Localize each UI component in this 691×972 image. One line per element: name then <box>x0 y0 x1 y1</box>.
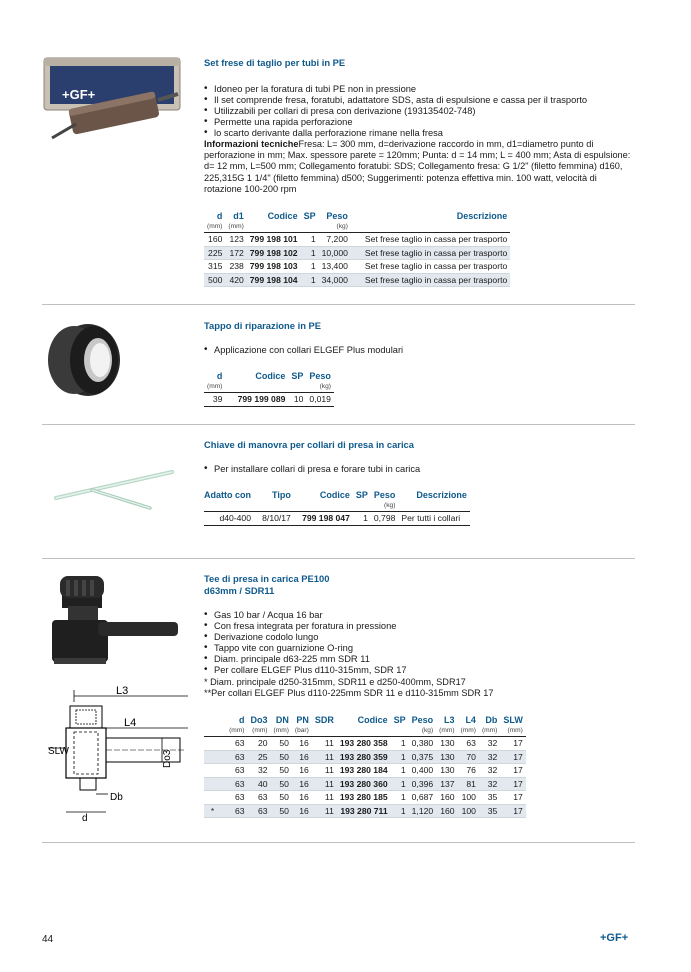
table-row <box>204 750 526 764</box>
col-header: Codice <box>319 490 350 500</box>
section-title-operating-key: Chiave di manovra per collari di presa in carica <box>204 439 414 450</box>
unit-label: (bar) <box>292 726 312 737</box>
unit-label: (mm) <box>500 726 526 737</box>
feature-list-cutter-set <box>204 84 587 139</box>
cell: 1 <box>301 233 319 247</box>
unit-label <box>391 726 409 737</box>
list-item: • Con fresa integrata per foratura in pressione <box>204 621 407 632</box>
cell: 32 <box>479 777 500 791</box>
unit-label <box>337 726 391 737</box>
technical-info-text: Fresa: L= 300 mm, d=derivazione raccordo in mm, d1=diametro punto di perforazione in mm; Max. spessore parete = 120mm; Punta: d = 14 mm; L = 400 mm; Asta di espulsione: d= 12 mm, L=500 mm; Collegamento foratubi: SDS; Collegamento fresa: G 1/2" (filetto femmina) d160, 225,315G 1 1/4" (filetto femmina) d500; Suggerimenti: potenza effettiva min. 100 watt, velocità di rotazione 100-200 rpm <box>204 139 631 194</box>
cell: 63 <box>221 791 248 805</box>
col-header: DN <box>275 715 289 725</box>
cell: 17 <box>500 777 526 791</box>
code-cell: 799 198 101 <box>247 233 301 247</box>
code-cell: 193 280 711 <box>337 804 391 818</box>
cell: 13,400 <box>319 260 351 274</box>
cell: 130 <box>436 750 457 764</box>
cell: 34,000 <box>319 273 351 287</box>
code-cell: 799 198 104 <box>247 273 301 287</box>
cell: 63 <box>248 804 271 818</box>
unit-label <box>398 501 470 512</box>
unit-label <box>351 222 510 233</box>
dim-db: Db <box>110 792 123 803</box>
cell: Set frese taglio in cassa per trasporto <box>351 233 510 247</box>
cell: 500 <box>204 273 225 287</box>
list-item: • Derivazione codolo lungo <box>204 632 407 643</box>
tapping-tee-image <box>40 572 185 682</box>
cell <box>204 791 221 805</box>
table-row <box>204 737 526 751</box>
cell: 10,000 <box>319 246 351 260</box>
table-row <box>204 791 526 805</box>
footnote-1: * Diam. principale d250-315mm, SDR11 e d250-400mm, SDR17 <box>204 677 466 687</box>
cutter-set-table <box>204 210 510 287</box>
cell: 1 <box>391 750 409 764</box>
repair-plug-image <box>44 316 124 404</box>
table-row <box>204 764 526 778</box>
unit-label <box>247 222 301 233</box>
cell: 16 <box>292 750 312 764</box>
cell: 1 <box>301 246 319 260</box>
unit-label: (mm) <box>225 222 246 233</box>
cell: 11 <box>312 777 337 791</box>
dim-l4: L4 <box>124 717 137 729</box>
unit-label: (mm) <box>436 726 457 737</box>
title-line-1: Tee di presa in carica PE100 <box>204 573 330 584</box>
cell: 25 <box>248 750 271 764</box>
cell: 0,687 <box>409 791 437 805</box>
list-item: • Per collare ELGEF Plus d110-315mm, SDR 17 <box>204 665 407 676</box>
section-title-tapping-tee <box>204 573 329 597</box>
col-header: SP <box>355 490 368 500</box>
cell: 16 <box>292 791 312 805</box>
feature-list-operating-key <box>204 464 420 475</box>
unit-label <box>204 726 221 737</box>
list-item: • Idoneo per la foratura di tubi PE non in pressione <box>204 84 587 95</box>
unit-label <box>254 501 294 512</box>
divider <box>42 558 635 559</box>
list-item: • Il set comprende fresa, foratubi, adattatore SDS, asta di espulsione e cassa per il trasporto <box>204 95 587 106</box>
cell: 35 <box>479 791 500 805</box>
unit-label: (mm) <box>248 726 271 737</box>
cell: 11 <box>312 750 337 764</box>
cell: 1 <box>353 512 371 526</box>
code-cell: 799 198 047 <box>294 512 353 526</box>
dim-l3: L3 <box>116 685 129 697</box>
technical-info-label: Informazioni tecniche <box>204 139 299 149</box>
cell: 1 <box>391 791 409 805</box>
cell: 8/10/17 <box>254 512 294 526</box>
cell: 63 <box>221 764 248 778</box>
list-item: • Permette una rapida perforazione <box>204 117 587 128</box>
cell: * <box>204 804 221 818</box>
col-header: d1 <box>233 211 244 221</box>
unit-label <box>312 726 337 737</box>
col-header: Descrizione <box>456 211 508 221</box>
cell: 17 <box>500 750 526 764</box>
unit-label: (mm) <box>221 726 248 737</box>
col-header: SLW <box>503 715 523 725</box>
cell: 1 <box>391 777 409 791</box>
col-header: Codice <box>267 211 298 221</box>
cutter-set-image <box>40 52 185 142</box>
cell: 225 <box>204 246 225 260</box>
divider <box>42 424 635 425</box>
cell: 238 <box>225 260 246 274</box>
cell: 7,200 <box>319 233 351 247</box>
cell: 137 <box>436 777 457 791</box>
cell: 50 <box>271 804 292 818</box>
cell: 63 <box>221 737 248 751</box>
list-item: • Per installare collari di presa e forare tubi in carica <box>204 464 420 475</box>
list-item: • Utilizzabili per collari di presa con derivazione (193135402-748) <box>204 106 587 117</box>
unit-label: (mm) <box>204 222 225 233</box>
cell: 39 <box>204 393 225 407</box>
cell: 1 <box>391 737 409 751</box>
cell: 32 <box>248 764 271 778</box>
cell: 160 <box>436 791 457 805</box>
code-cell: 799 198 103 <box>247 260 301 274</box>
tapping-tee-table <box>204 714 526 818</box>
cell: 17 <box>500 737 526 751</box>
page-number: 44 <box>42 934 54 945</box>
feature-list-repair-plug <box>204 345 403 356</box>
unit-label: (mm) <box>479 726 500 737</box>
code-cell: 193 280 358 <box>337 737 391 751</box>
col-header: Peso <box>411 715 434 725</box>
cell: 0,380 <box>409 737 437 751</box>
cell: 0,375 <box>409 750 437 764</box>
tapping-tee-technical-drawing <box>44 684 190 824</box>
table-row <box>204 777 526 791</box>
col-header: SP <box>291 371 304 381</box>
unit-label <box>301 222 319 233</box>
cell: 11 <box>312 737 337 751</box>
table-row <box>204 233 510 247</box>
cell: 315 <box>204 260 225 274</box>
cell: d40-400 <box>204 512 254 526</box>
table-row <box>204 804 526 818</box>
table-row <box>204 273 510 287</box>
cell: 17 <box>500 804 526 818</box>
cell: 63 <box>221 750 248 764</box>
unit-label <box>204 501 254 512</box>
col-header: Codice <box>357 715 388 725</box>
cell <box>204 750 221 764</box>
gf-logo-on-box: +GF+ <box>62 87 96 102</box>
unit-label: (mm) <box>204 382 225 393</box>
table-row <box>204 393 334 407</box>
col-header: Do3 <box>250 715 268 725</box>
cell: Set frese taglio in cassa per trasporto <box>351 246 510 260</box>
unit-label: (kg) <box>306 382 334 393</box>
col-header: Tipo <box>272 490 291 500</box>
cell: 0,798 <box>371 512 399 526</box>
cell: Set frese taglio in cassa per trasporto <box>351 273 510 287</box>
list-item: • Applicazione con collari ELGEF Plus modulari <box>204 345 403 356</box>
col-header: L4 <box>465 715 476 725</box>
unit-label: (kg) <box>319 222 351 233</box>
cell: 1 <box>301 273 319 287</box>
table-row <box>204 512 470 526</box>
cell: 16 <box>292 804 312 818</box>
cell: 1 <box>391 764 409 778</box>
cell: 76 <box>458 764 479 778</box>
cell: 17 <box>500 764 526 778</box>
list-item: • Gas 10 bar / Acqua 16 bar <box>204 610 407 621</box>
cell: 160 <box>204 233 225 247</box>
col-header: SDR <box>314 715 334 725</box>
feature-list-tapping-tee <box>204 610 407 676</box>
table-row <box>204 260 510 274</box>
code-cell: 193 280 184 <box>337 764 391 778</box>
code-cell: 799 198 102 <box>247 246 301 260</box>
col-header: Peso <box>309 371 331 381</box>
col-header: Db <box>485 715 498 725</box>
list-item: • Diam. principale d63-225 mm SDR 11 <box>204 654 407 665</box>
unit-label: (kg) <box>409 726 437 737</box>
cell: 70 <box>458 750 479 764</box>
col-header: L3 <box>444 715 455 725</box>
col-header: Peso <box>373 490 396 500</box>
cell: 50 <box>271 777 292 791</box>
cell: 16 <box>292 764 312 778</box>
cell: 1 <box>301 260 319 274</box>
cell: 1,120 <box>409 804 437 818</box>
cell: 100 <box>458 791 479 805</box>
cell: 50 <box>271 764 292 778</box>
cell <box>204 764 221 778</box>
cell: 81 <box>458 777 479 791</box>
cell: 63 <box>458 737 479 751</box>
code-cell: 193 280 359 <box>337 750 391 764</box>
cell <box>204 777 221 791</box>
code-cell: 193 280 185 <box>337 791 391 805</box>
dim-do3: Do3 <box>162 749 173 768</box>
col-header: Codice <box>255 371 286 381</box>
cell: 0,400 <box>409 764 437 778</box>
cell: 50 <box>271 737 292 751</box>
repair-plug-table <box>204 370 334 407</box>
cell: 11 <box>312 764 337 778</box>
divider <box>42 842 635 843</box>
col-header: d <box>216 371 223 381</box>
cell: 10 <box>288 393 306 407</box>
cell: 63 <box>221 804 248 818</box>
gf-logo: +GF+ <box>600 932 629 944</box>
col-header: SP <box>393 715 406 725</box>
cell: 50 <box>271 791 292 805</box>
col-header: d <box>239 715 245 725</box>
cell: 63 <box>248 791 271 805</box>
cell: 20 <box>248 737 271 751</box>
dim-d: d <box>82 813 88 824</box>
unit-label: (mm) <box>458 726 479 737</box>
operating-key-table <box>204 489 470 526</box>
cell: 50 <box>271 750 292 764</box>
cell: 0,019 <box>306 393 334 407</box>
cell: 420 <box>225 273 246 287</box>
unit-label: (kg) <box>371 501 399 512</box>
section-title-repair-plug: Tappo di riparazione in PE <box>204 320 322 331</box>
cell: 17 <box>500 791 526 805</box>
cell: 40 <box>248 777 271 791</box>
col-header <box>204 714 221 726</box>
code-cell: 799 199 089 <box>225 393 288 407</box>
col-header: d <box>216 211 223 221</box>
technical-info <box>204 139 636 195</box>
cell: 11 <box>312 804 337 818</box>
title-line-2: d63mm / SDR11 <box>204 585 275 596</box>
col-header: Descrizione <box>416 490 467 500</box>
unit-label <box>353 501 371 512</box>
col-header: PN <box>296 715 309 725</box>
cell: 172 <box>225 246 246 260</box>
col-header: Adatto con <box>204 490 251 500</box>
unit-label: (mm) <box>271 726 292 737</box>
divider <box>42 304 635 305</box>
cell: 32 <box>479 750 500 764</box>
footnote-2: **Per collari ELGEF Plus d110-225mm SDR 11 e d110-315mm SDR 17 <box>204 688 494 698</box>
cell: 100 <box>458 804 479 818</box>
dim-slw: SLW <box>48 746 69 757</box>
cell: 0,396 <box>409 777 437 791</box>
cell: 16 <box>292 737 312 751</box>
section-title-cutter-set: Set frese di taglio per tubi in PE <box>204 57 346 68</box>
col-header: SP <box>303 211 316 221</box>
cell: 11 <box>312 791 337 805</box>
unit-label <box>225 382 288 393</box>
cell: 1 <box>391 804 409 818</box>
col-header: Peso <box>326 211 348 221</box>
operating-key-image <box>52 462 177 512</box>
cell: 63 <box>221 777 248 791</box>
cell: 35 <box>479 804 500 818</box>
list-item: • lo scarto derivante dalla perforazione rimane nella fresa <box>204 128 587 139</box>
code-cell: 193 280 360 <box>337 777 391 791</box>
table-row <box>204 246 510 260</box>
cell: 16 <box>292 777 312 791</box>
cell: 160 <box>436 804 457 818</box>
cell: Set frese taglio in cassa per trasporto <box>351 260 510 274</box>
cell: Per tutti i collari <box>398 512 470 526</box>
cell: 32 <box>479 764 500 778</box>
cell: 123 <box>225 233 246 247</box>
cell <box>204 737 221 751</box>
cell: 130 <box>436 737 457 751</box>
unit-label <box>288 382 306 393</box>
unit-label <box>294 501 353 512</box>
cell: 130 <box>436 764 457 778</box>
cell: 32 <box>479 737 500 751</box>
list-item: • Tappo vite con guarnizione O-ring <box>204 643 407 654</box>
